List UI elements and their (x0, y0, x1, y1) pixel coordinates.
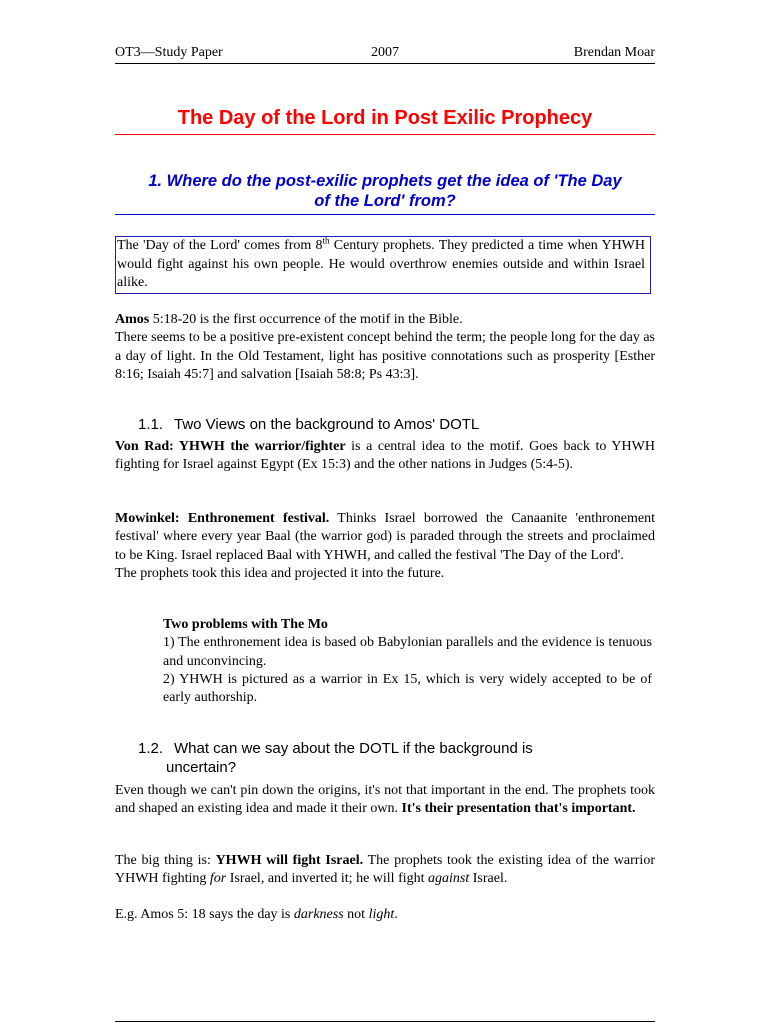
page-header (115, 45, 655, 64)
summary-text-end: Century prophets. They predicted a time when YHWH would fight against his own people. He would overthrow enemies outside and within Israel alike. (117, 238, 646, 290)
section-1-heading (115, 171, 655, 215)
document-title: The Day of the Lord in Post Exilic Prophecy (115, 107, 655, 135)
vonrad-label: Von Rad: YHWH the warrior/fighter (115, 439, 346, 454)
section-1-2-title-line2: uncertain? (166, 759, 237, 776)
example-italic-darkness: darkness (293, 907, 344, 922)
summary-box (115, 236, 651, 294)
mowinkel-line (115, 510, 655, 565)
vonrad-text: is a central idea to the motif. Goes back to YHWH fighting for Israel against Egypt (Ex 15:3) and the other nations in Judges (5:4-5). (115, 439, 655, 473)
example-text-2: not (343, 907, 369, 922)
origins-emphasis: It's their presentation that's important. (401, 801, 636, 817)
example-text-1: E.g. Amos 5: 18 says the day is (115, 907, 294, 922)
bigthing-text-4: Israel. (469, 871, 508, 887)
section-1-heading-line1: 1. Where do the post-exilic prophets get the idea of 'The Day (148, 172, 622, 190)
summary-superscript: th (322, 235, 330, 246)
bigthing-text-1: The big thing is: (115, 853, 216, 868)
problem-item-1: 1) The enthronement idea is based ob Babylonian parallels and the evidence is tenuous and unconvincing. (163, 635, 652, 669)
vonrad-paragraph (115, 438, 655, 475)
amos-text: 5:18-20 is the first occurrence of the motif in the Bible. (149, 312, 463, 327)
bigthing-italic-against: against (428, 871, 470, 887)
amos-paragraph (115, 311, 655, 384)
section-1-2-line1 (138, 739, 655, 758)
section-1-1-heading (138, 415, 655, 434)
header-author: Brendan Moar (573, 45, 655, 60)
document-page (115, 0, 655, 1024)
section-1-2-heading (138, 739, 655, 777)
section-1-2-number: 1.2. (138, 740, 164, 757)
problems-heading-text: Two problems with The Mo (163, 617, 328, 632)
origins-text: Even though we can't pin down the origins, it's not that important in the end. The prophets took and shaped an existing idea and made it their own. (115, 783, 655, 817)
amos-line (115, 311, 655, 329)
mowinkel-paragraph (115, 510, 655, 583)
bigthing-paragraph (115, 852, 655, 889)
amos-context: There seems to be a positive pre-existent concept behind the term; the people long for the day as a day of light. In the Old Testament, light has positive connotations such as prosperity [Esther 8:16; Isaiah 45:7] and salvation [Isaiah 58:8; Ps 43:3]. (115, 330, 655, 382)
summary-text-start: The 'Day of the Lord' comes from 8 (117, 238, 323, 253)
mowinkel-label: Mowinkel: Enthronement festival. (115, 511, 330, 526)
bigthing-bold: YHWH will fight Israel. (215, 853, 364, 868)
header-course: OT3—Study Paper (115, 45, 223, 60)
amos-label: Amos (115, 312, 150, 327)
bigthing-italic-for: for (209, 871, 227, 887)
example-text-3: . (394, 907, 398, 922)
origins-paragraph (115, 782, 655, 819)
bigthing-text-2: The prophets took the existing idea of the warrior YHWH fighting (115, 853, 655, 887)
problem-item-2: 2) YHWH is pictured as a warrior in Ex 15, which is very widely accepted to be of early authorship. (163, 671, 652, 706)
section-1-2-title-line1: What can we say about the DOTL if the background is (174, 740, 533, 757)
problems-heading (163, 616, 652, 634)
header-year: 2007 (371, 45, 399, 60)
mowinkel-projection: The prophets took this idea and projected it into the future. (115, 565, 445, 581)
mowinkel-text: Thinks Israel borrowed the Canaanite 'enthronement festival' where every year Baal (the warrior god) is paraded through the streets and proclaimed to be King. Israel replaced Baal with YHWH, and called the festival 'The Day of the Lord'. (115, 511, 655, 563)
section-1-1-number: 1.1. (138, 416, 164, 433)
section-1-1-title: Two Views on the background to Amos' DOTL (174, 416, 480, 433)
section-1-heading-line2: of the Lord' from? (314, 192, 456, 210)
example-paragraph (115, 906, 655, 924)
bigthing-text-3: Israel, and inverted it; he will fight (226, 871, 429, 887)
footer-rule (115, 1021, 655, 1022)
problems-block (163, 616, 652, 707)
example-italic-light: light (368, 907, 395, 922)
